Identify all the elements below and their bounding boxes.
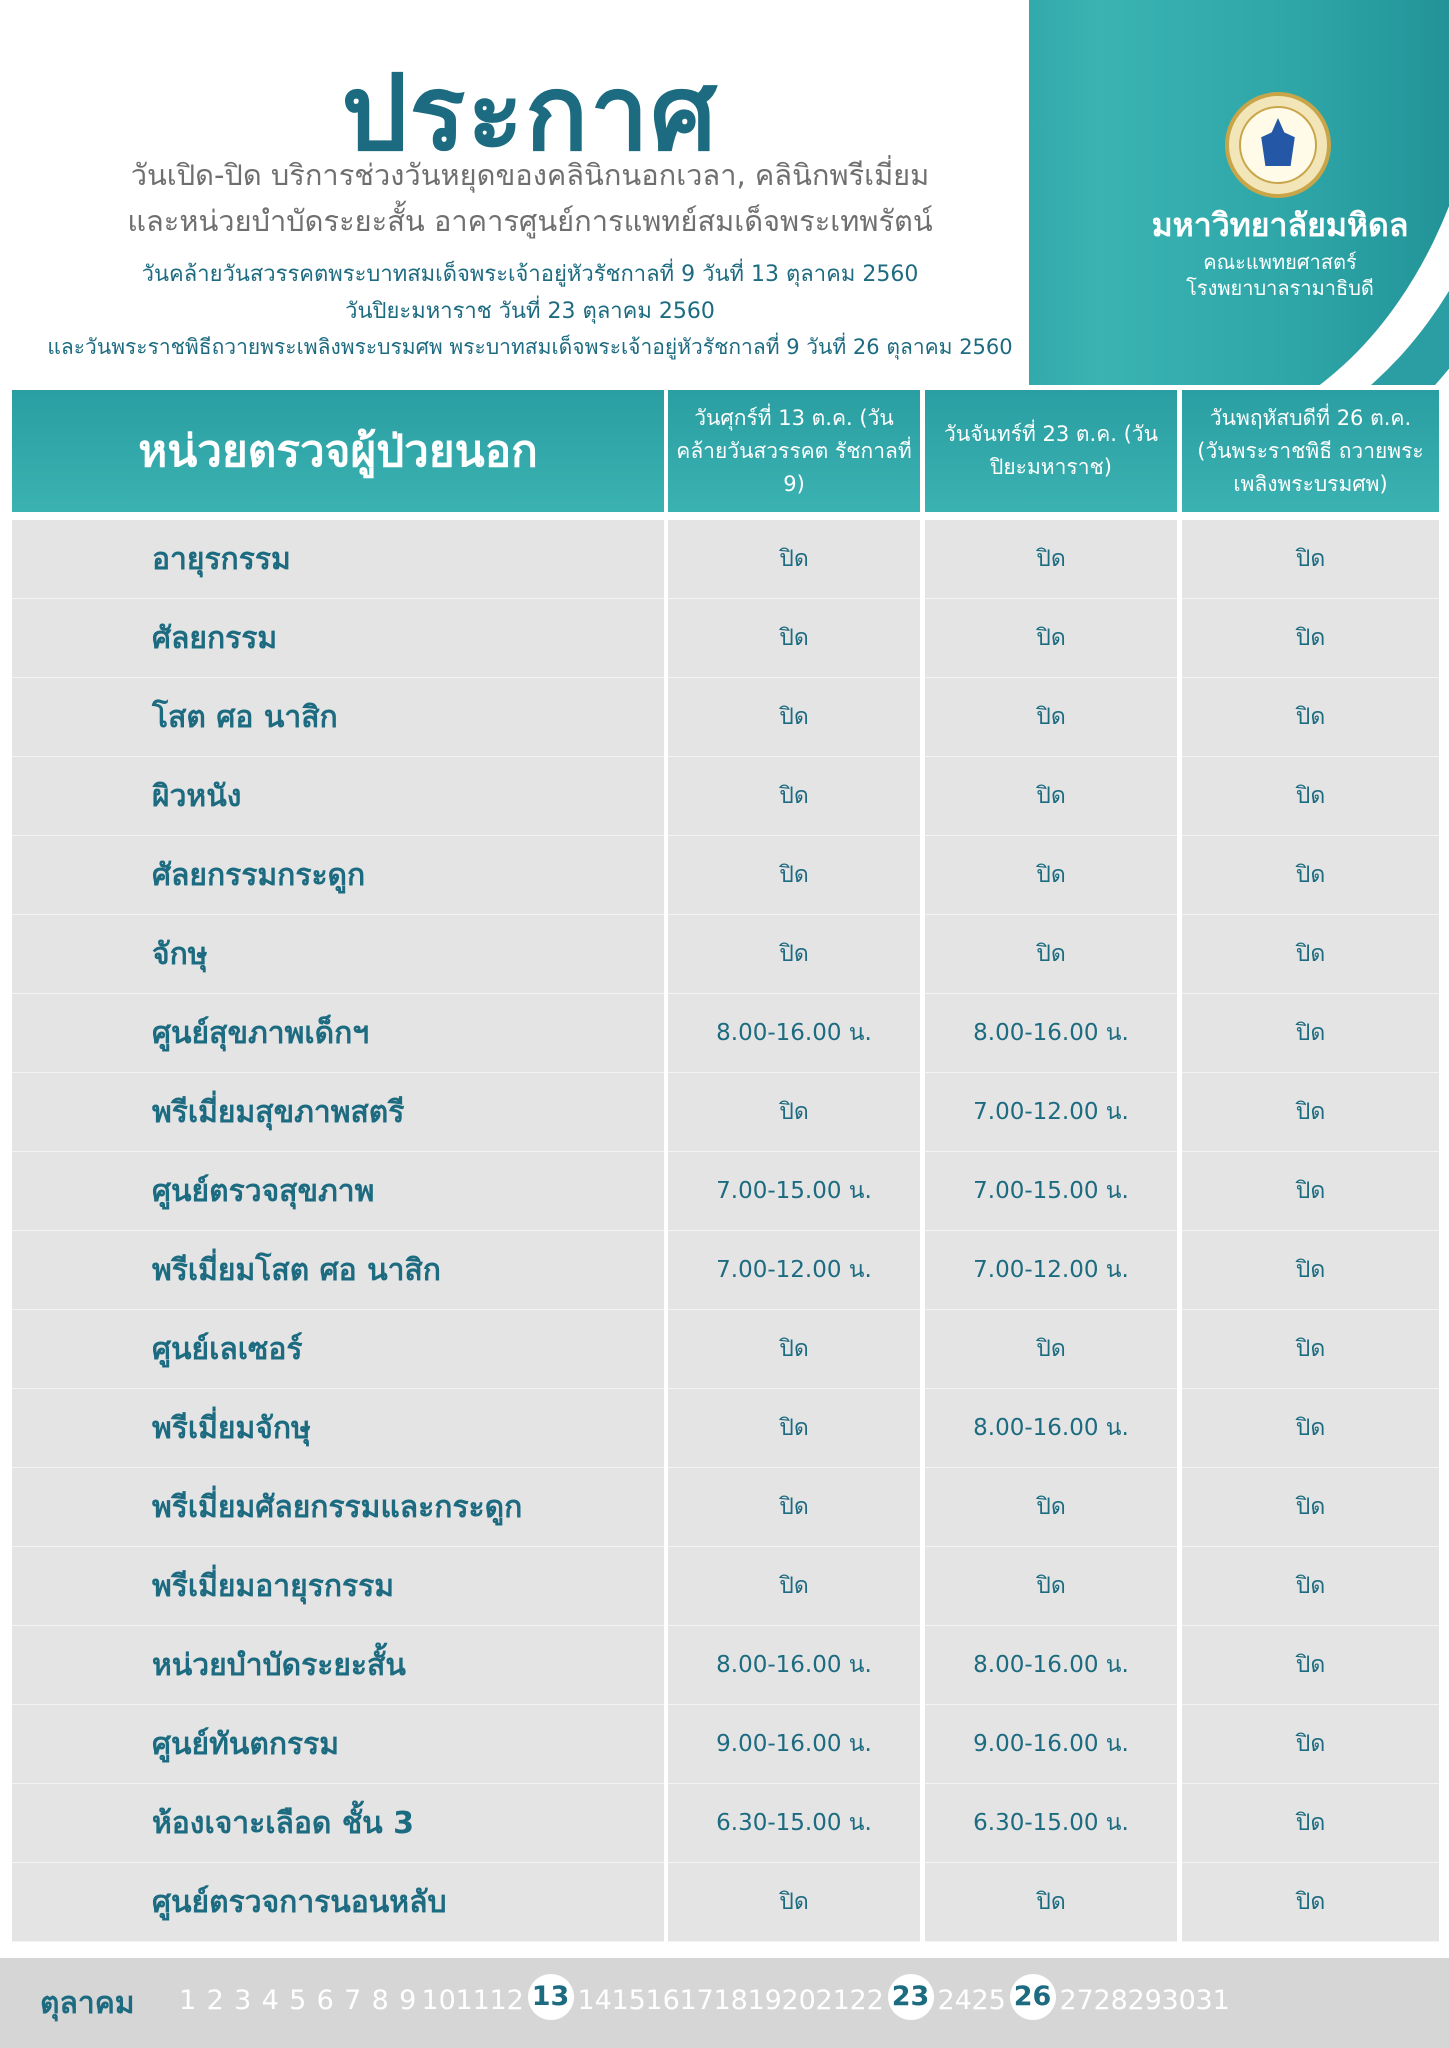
calendar-day: 17 bbox=[679, 1984, 714, 2016]
faculty-name: คณะแพทยศาสตร์ bbox=[1203, 250, 1357, 274]
unit-name: ผิวหนัง bbox=[12, 757, 664, 836]
status-day-23: 7.00-12.00 น. bbox=[925, 1231, 1177, 1310]
unit-name: ศูนย์สุขภาพเด็กฯ bbox=[12, 994, 664, 1073]
calendar-day-highlighted: 23 bbox=[888, 1974, 934, 2020]
detail-line-1: วันคล้ายวันสวรรคตพระบาทสมเด็จพระเจ้าอยู่หัวรัชกาลที่ 9 วันที่ 13 ตุลาคม 2560 bbox=[141, 262, 919, 287]
table-row bbox=[12, 994, 1439, 1073]
status-day-26: ปิด bbox=[1182, 1073, 1439, 1152]
table-row bbox=[12, 915, 1439, 994]
header bbox=[0, 0, 1449, 385]
calendar-day: 8 bbox=[371, 1984, 389, 2016]
unit-name: หน่วยบำบัดระยะสั้น bbox=[12, 1626, 664, 1705]
status-day-13: 8.00-16.00 น. bbox=[668, 1626, 920, 1705]
calendar-day: 16 bbox=[645, 1984, 680, 2016]
table-row bbox=[12, 599, 1439, 678]
status-day-26: ปิด bbox=[1182, 836, 1439, 915]
table-row bbox=[12, 1231, 1439, 1310]
status-day-13: ปิด bbox=[668, 757, 920, 836]
calendar-day: 6 bbox=[316, 1984, 334, 2016]
calendar-day: 28 bbox=[1093, 1984, 1128, 2016]
calendar-day: 24 bbox=[937, 1984, 972, 2016]
status-day-23: 9.00-16.00 น. bbox=[925, 1705, 1177, 1784]
status-day-26: ปิด bbox=[1182, 994, 1439, 1073]
status-day-23: ปิด bbox=[925, 1547, 1177, 1626]
unit-name: ห้องเจาะเลือด ชั้น 3 bbox=[12, 1784, 664, 1863]
status-day-13: ปิด bbox=[668, 1389, 920, 1468]
status-day-26: ปิด bbox=[1182, 599, 1439, 678]
status-day-13: 9.00-16.00 น. bbox=[668, 1705, 920, 1784]
detail-line-3: และวันพระราชพิธีถวายพระเพลิงพระบรมศพ พระบาทสมเด็จพระเจ้าอยู่หัวรัชกาลที่ 9 วันที่ 26 ตุลาคม 2560 bbox=[47, 335, 1013, 359]
status-day-23: ปิด bbox=[925, 915, 1177, 994]
status-day-13: ปิด bbox=[668, 1468, 920, 1547]
table-row bbox=[12, 1310, 1439, 1389]
status-day-23: 7.00-12.00 น. bbox=[925, 1073, 1177, 1152]
table-row bbox=[12, 678, 1439, 757]
status-day-13: 7.00-15.00 น. bbox=[668, 1152, 920, 1231]
hospital-name: โรงพยาบาลรามาธิบดี bbox=[1186, 276, 1374, 300]
calendar-day: 11 bbox=[455, 1984, 490, 2016]
status-day-13: ปิด bbox=[668, 836, 920, 915]
status-day-26: ปิด bbox=[1182, 1468, 1439, 1547]
table-row bbox=[12, 1705, 1439, 1784]
status-day-26: ปิด bbox=[1182, 1784, 1439, 1863]
calendar-day: 18 bbox=[713, 1984, 748, 2016]
table-row bbox=[12, 520, 1439, 599]
university-name: มหาวิทยาลัยมหิดล bbox=[1151, 206, 1409, 244]
status-day-26: ปิด bbox=[1182, 1547, 1439, 1626]
status-day-26: ปิด bbox=[1182, 915, 1439, 994]
status-day-23: 8.00-16.00 น. bbox=[925, 994, 1177, 1073]
table-row bbox=[12, 1547, 1439, 1626]
header-day-13: วันศุกร์ที่ 13 ต.ค. (วันคล้ายวันสวรรคต รัชกาลที่ 9) bbox=[668, 390, 920, 512]
table-row bbox=[12, 1784, 1439, 1863]
unit-name: ศูนย์เลเซอร์ bbox=[12, 1310, 664, 1389]
unit-name: จักษุ bbox=[12, 915, 664, 994]
calendar-days bbox=[174, 1980, 1230, 2020]
status-day-26: ปิด bbox=[1182, 520, 1439, 599]
status-day-23: ปิด bbox=[925, 1863, 1177, 1942]
calendar-day: 7 bbox=[344, 1984, 362, 2016]
unit-name: พรีเมี่ยมสุขภาพสตรี bbox=[12, 1073, 664, 1152]
calendar-day: 19 bbox=[747, 1984, 782, 2016]
unit-name: ศัลยกรรม bbox=[12, 599, 664, 678]
unit-name: ศูนย์ตรวจสุขภาพ bbox=[12, 1152, 664, 1231]
unit-name: พรีเมี่ยมจักษุ bbox=[12, 1389, 664, 1468]
status-day-26: ปิด bbox=[1182, 1310, 1439, 1389]
status-day-13: ปิด bbox=[668, 678, 920, 757]
status-day-26: ปิด bbox=[1182, 1863, 1439, 1942]
table-row bbox=[12, 1863, 1439, 1942]
calendar-day: 29 bbox=[1127, 1984, 1162, 2016]
status-day-26: ปิด bbox=[1182, 678, 1439, 757]
subtitle-line-2: และหน่วยบำบัดระยะสั้น อาคารศูนย์การแพทย์สมเด็จพระเทพรัตน์ bbox=[127, 204, 933, 238]
status-day-23: ปิด bbox=[925, 678, 1177, 757]
subtitle-line-1: วันเปิด-ปิด บริการช่วงวันหยุดของคลินิกนอกเวลา, คลินิกพรีเมี่ยม bbox=[130, 158, 930, 192]
calendar-day-highlighted: 13 bbox=[528, 1974, 574, 2020]
status-day-13: ปิด bbox=[668, 599, 920, 678]
table-row bbox=[12, 757, 1439, 836]
header-unit: หน่วยตรวจผู้ป่วยนอก bbox=[12, 390, 664, 512]
unit-name: ศูนย์ทันตกรรม bbox=[12, 1705, 664, 1784]
unit-name: พรีเมี่ยมอายุรกรรม bbox=[12, 1547, 664, 1626]
unit-name: พรีเมี่ยมศัลยกรรมและกระดูก bbox=[12, 1468, 664, 1547]
calendar-day: 22 bbox=[849, 1984, 884, 2016]
status-day-26: ปิด bbox=[1182, 1705, 1439, 1784]
unit-name: โสต ศอ นาสิก bbox=[12, 678, 664, 757]
status-day-13: ปิด bbox=[668, 1547, 920, 1626]
status-day-23: 6.30-15.00 น. bbox=[925, 1784, 1177, 1863]
calendar-day: 30 bbox=[1161, 1984, 1196, 2016]
calendar-day-highlighted: 26 bbox=[1010, 1974, 1056, 2020]
status-day-13: ปิด bbox=[668, 1310, 920, 1389]
status-day-26: ปิด bbox=[1182, 1389, 1439, 1468]
status-day-26: ปิด bbox=[1182, 1231, 1439, 1310]
status-day-23: ปิด bbox=[925, 599, 1177, 678]
header-day-23: วันจันทร์ที่ 23 ต.ค. (วันปิยะมหาราช) bbox=[925, 390, 1177, 512]
calendar-day: 12 bbox=[489, 1984, 524, 2016]
calendar-day: 3 bbox=[234, 1984, 252, 2016]
unit-name: อายุรกรรม bbox=[12, 520, 664, 599]
status-day-23: ปิด bbox=[925, 520, 1177, 599]
calendar-day: 15 bbox=[611, 1984, 646, 2016]
status-day-13: 8.00-16.00 น. bbox=[668, 994, 920, 1073]
calendar-day: 9 bbox=[399, 1984, 417, 2016]
calendar-day: 21 bbox=[815, 1984, 850, 2016]
table-row bbox=[12, 1626, 1439, 1705]
status-day-23: 7.00-15.00 น. bbox=[925, 1152, 1177, 1231]
calendar-month: ตุลาคม bbox=[40, 1986, 135, 2021]
table-row bbox=[12, 1468, 1439, 1547]
calendar-strip bbox=[0, 1958, 1449, 2048]
status-day-23: ปิด bbox=[925, 757, 1177, 836]
status-day-26: ปิด bbox=[1182, 1152, 1439, 1231]
table-row bbox=[12, 1389, 1439, 1468]
table-row bbox=[12, 836, 1439, 915]
table-row bbox=[12, 1073, 1439, 1152]
status-day-23: ปิด bbox=[925, 1468, 1177, 1547]
status-day-23: ปิด bbox=[925, 1310, 1177, 1389]
calendar-day: 4 bbox=[261, 1984, 279, 2016]
unit-name: พรีเมี่ยมโสต ศอ นาสิก bbox=[12, 1231, 664, 1310]
calendar-day: 2 bbox=[206, 1984, 224, 2016]
calendar-day: 1 bbox=[179, 1984, 197, 2016]
status-day-23: 8.00-16.00 น. bbox=[925, 1389, 1177, 1468]
status-day-23: 8.00-16.00 น. bbox=[925, 1626, 1177, 1705]
unit-name: ศัลยกรรมกระดูก bbox=[12, 836, 664, 915]
detail-line-2: วันปิยะมหาราช วันที่ 23 ตุลาคม 2560 bbox=[345, 299, 715, 324]
status-day-13: ปิด bbox=[668, 915, 920, 994]
calendar-day: 27 bbox=[1059, 1984, 1094, 2016]
decorative-curve bbox=[1029, 0, 1449, 385]
status-day-26: ปิด bbox=[1182, 1626, 1439, 1705]
calendar-day: 10 bbox=[421, 1984, 456, 2016]
calendar-day: 5 bbox=[289, 1984, 307, 2016]
table-row bbox=[12, 1152, 1439, 1231]
calendar-day: 31 bbox=[1195, 1984, 1230, 2016]
status-day-26: ปิด bbox=[1182, 757, 1439, 836]
calendar-day: 14 bbox=[577, 1984, 612, 2016]
status-day-23: ปิด bbox=[925, 836, 1177, 915]
unit-name: ศูนย์ตรวจการนอนหลับ bbox=[12, 1863, 664, 1942]
status-day-13: 6.30-15.00 น. bbox=[668, 1784, 920, 1863]
status-day-13: ปิด bbox=[668, 520, 920, 599]
header-day-26: วันพฤหัสบดีที่ 26 ต.ค. (วันพระราชพิธี ถวายพระเพลิงพระบรมศพ) bbox=[1182, 390, 1439, 512]
calendar-day: 25 bbox=[971, 1984, 1006, 2016]
status-day-13: ปิด bbox=[668, 1863, 920, 1942]
calendar-day: 20 bbox=[781, 1984, 816, 2016]
status-day-13: 7.00-12.00 น. bbox=[668, 1231, 920, 1310]
mahidol-seal-icon bbox=[1225, 92, 1331, 198]
page-title: ประกาศ bbox=[341, 52, 719, 174]
status-day-13: ปิด bbox=[668, 1073, 920, 1152]
